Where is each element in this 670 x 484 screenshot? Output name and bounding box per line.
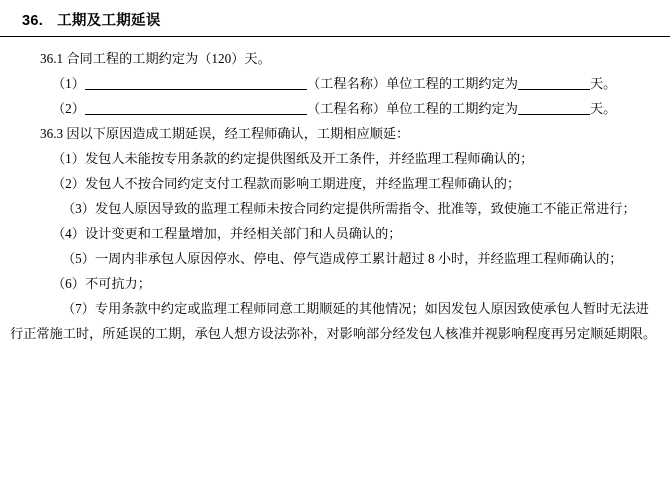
document-page — [0, 9, 670, 484]
heading-divider — [0, 36, 670, 37]
reason-item-7 — [0, 296, 670, 346]
sub-item-1 — [0, 71, 670, 96]
sub-item-2-name-blank[interactable] — [85, 100, 307, 115]
reason-item-4 — [0, 221, 670, 246]
document-body — [0, 46, 670, 346]
section-number: 36. — [22, 13, 44, 29]
sub-item-2-mid-text: （工程名称）单位工程的工期约定为 — [306, 101, 518, 116]
sub-item-1-days-blank[interactable] — [518, 75, 590, 90]
sub-item-2-marker: （2） — [52, 101, 85, 116]
reason-2-marker: （2） — [52, 176, 85, 191]
reason-4-text: 设计变更和工程量增加，并经相关部门和人员确认的； — [84, 226, 402, 241]
reason-1-text: 发包人未能按专用条款的约定提供图纸及开工条件，并经监理工程师确认的； — [84, 151, 534, 166]
reason-5-text: 一周内非承包人原因停水、停电、停气造成停工累计超过 8 小时，并经监理工程师确认的； — [94, 251, 623, 266]
reason-6-text: 不可抗力； — [84, 276, 151, 291]
reason-7-text: 专用条款中约定或监理工程师同意工期顺延的其他情况；如因发包人原因致使承包人暂时无法进行正常施工时，所延误的工期，承包人想方设法弥补，对影响部分经发包人核准并视影响程度再另定顺延期限。 — [10, 301, 657, 341]
sub-item-2-end-text: 天。 — [589, 101, 617, 116]
clause-36-3-label: 36.3 — [40, 126, 64, 141]
clause-36-3 — [0, 121, 670, 146]
section-title: 工期及工期延误 — [57, 13, 161, 29]
reason-item-1 — [0, 146, 670, 171]
reason-2-text: 发包人不按合同约定支付工程款而影响工期进度，并经监理工程师确认的； — [84, 176, 521, 191]
reason-6-marker: （6） — [52, 276, 85, 291]
reason-item-3 — [0, 196, 670, 221]
sub-item-2-days-blank[interactable] — [518, 100, 590, 115]
reason-1-marker: （1） — [52, 151, 85, 166]
reason-item-5 — [0, 246, 670, 271]
reason-item-2 — [0, 171, 670, 196]
reason-4-marker: （4） — [52, 226, 85, 241]
reason-7-marker: （7） — [62, 301, 95, 316]
clause-36-1-text: 合同工程的工期约定为（120）天。 — [66, 51, 271, 66]
sub-item-1-mid-text: （工程名称）单位工程的工期约定为 — [306, 76, 518, 91]
reason-3-text: 发包人原因导致的监理工程师未按合同约定提供所需指令、批准等，致使施工不能正常进行； — [94, 201, 636, 216]
sub-item-1-end-text: 天。 — [589, 76, 617, 91]
sub-item-1-name-blank[interactable] — [85, 75, 307, 90]
clause-36-3-text: 因以下原因造成工期延误，经工程师确认，工期相应顺延： — [66, 126, 410, 141]
clause-36-1-label: 36.1 — [40, 51, 64, 66]
reason-item-6 — [0, 271, 670, 296]
reason-5-marker: （5） — [62, 251, 95, 266]
sub-item-1-marker: （1） — [52, 76, 85, 91]
sub-item-2 — [0, 96, 670, 121]
reason-3-marker: （3） — [62, 201, 95, 216]
clause-36-1 — [0, 46, 670, 71]
section-heading — [22, 9, 670, 30]
